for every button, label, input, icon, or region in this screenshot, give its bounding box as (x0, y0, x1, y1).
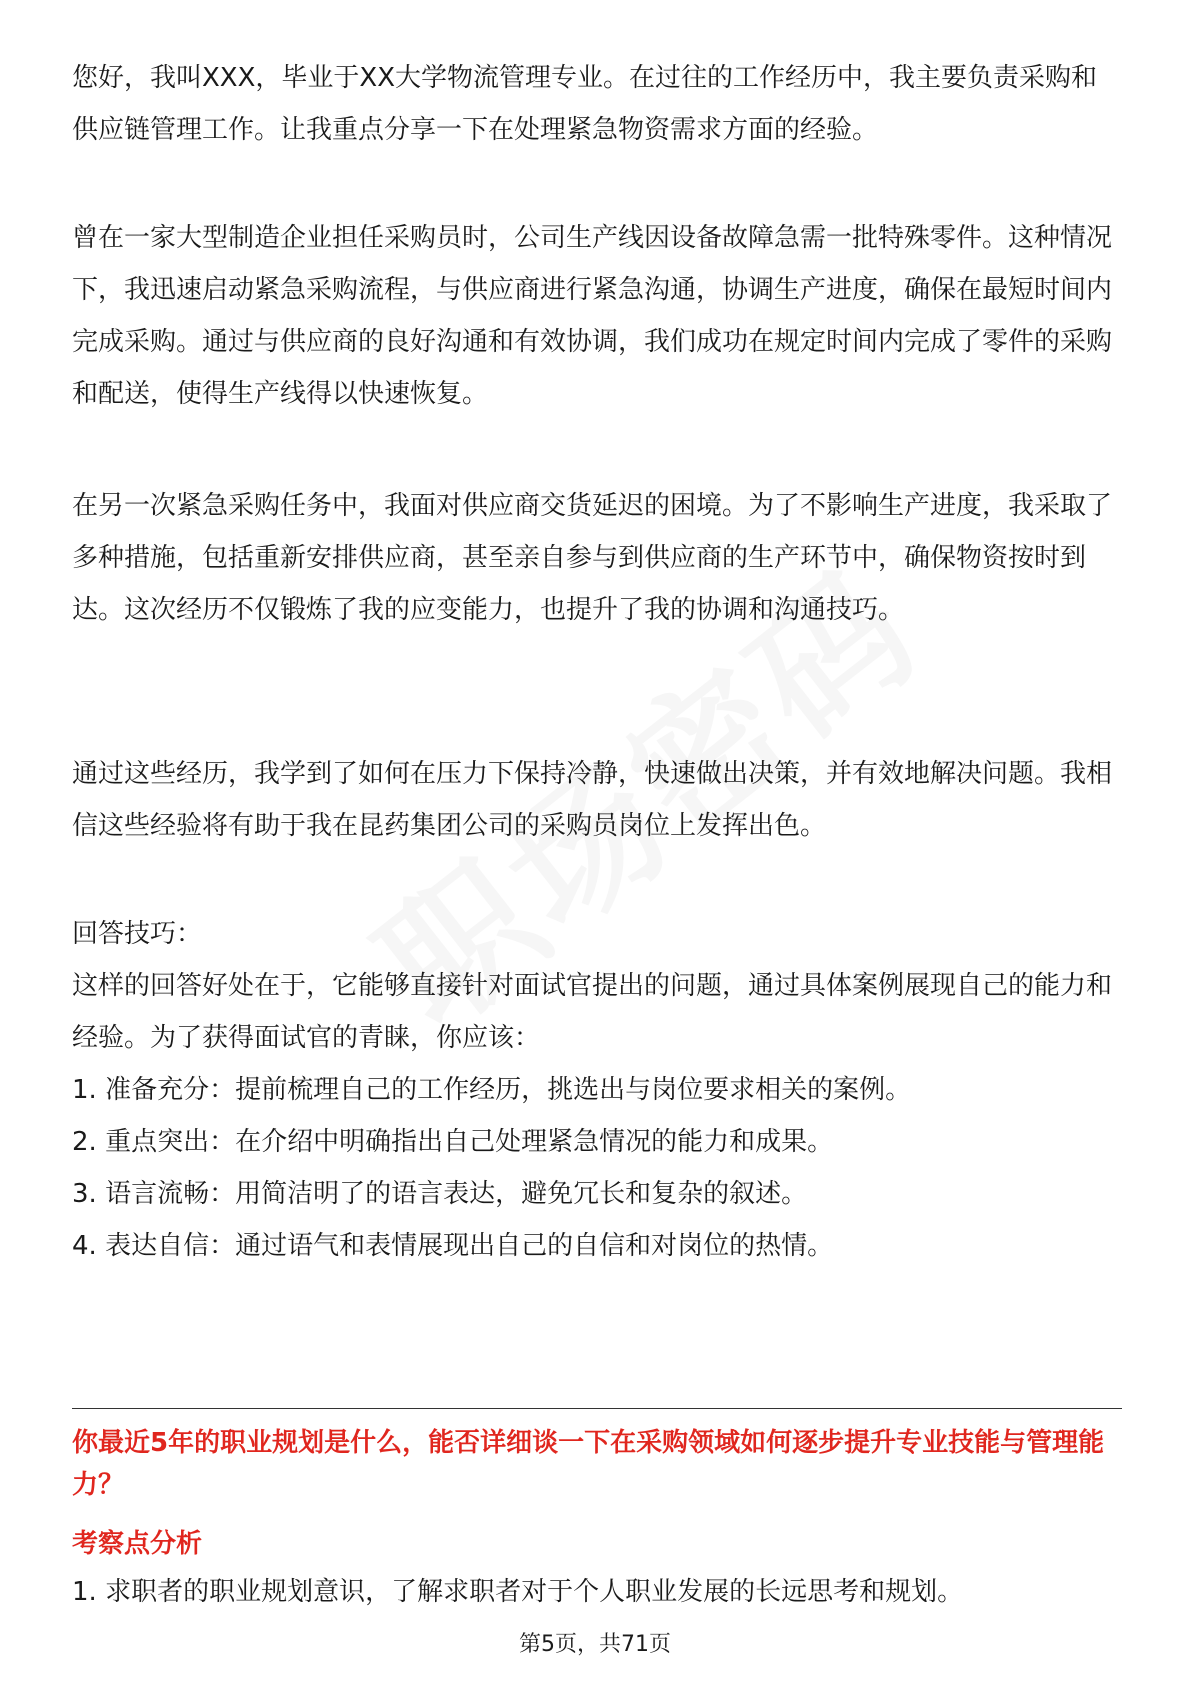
question-title: 你最近5年的职业规划是什么，能否详细谈一下在采购领域如何逐步提升专业技能与管理能力？ (72, 1428, 1105, 1500)
tip-item: 3. 语言流畅：用简洁明了的语言表达，避免冗长和复杂的叙述。 (72, 1179, 808, 1209)
tips-intro: 这样的回答好处在于，它能够直接针对面试官提出的问题，通过具体案例展现自己的能力和经验。为了获得面试官的青睐，你应该： (72, 971, 1113, 1053)
analysis-item: 1. 求职者的职业规划意识，了解求职者对于个人职业发展的长远思考和规划。 (72, 1577, 964, 1607)
tip-item: 2. 重点突出：在介绍中明确指出自己处理紧急情况的能力和成果。 (72, 1127, 834, 1157)
tip-item: 4. 表达自信：通过语气和表情展现出自己的自信和对岗位的热情。 (72, 1231, 834, 1261)
answer-paragraph-4: 通过这些经历，我学到了如何在压力下保持冷静，快速做出决策，并有效地解决问题。我相信这些经验将有助于我在昆药集团公司的采购员岗位上发挥出色。 (72, 759, 1113, 841)
tips-heading: 回答技巧： (72, 919, 203, 949)
tip-item: 1. 准备充分：提前梳理自己的工作经历，挑选出与岗位要求相关的案例。 (72, 1075, 912, 1105)
analysis-heading: 考察点分析 (72, 1529, 203, 1559)
answer-paragraph-2: 曾在一家大型制造企业担任采购员时，公司生产线因设备故障急需一批特殊零件。这种情况下，我迅速启动紧急采购流程，与供应商进行紧急沟通，协调生产进度，确保在最短时间内完成采购。通过与供应商的良好沟通和有效协调，我们成功在规定时间内完成了零件的采购和配送，使得生产线得以快速恢复。 (72, 223, 1113, 409)
page-number: 第5页，共71页 (519, 1632, 671, 1657)
document-page (72, 0, 1122, 1684)
answer-tips (72, 908, 1122, 1272)
analysis-list (72, 1566, 1122, 1618)
answer-paragraph-3: 在另一次紧急采购任务中，我面对供应商交货延迟的困境。为了不影响生产进度，我采取了多种措施，包括重新安排供应商，甚至亲自参与到供应商的生产环节中，确保物资按时到达。这次经历不仅锻炼了我的应变能力，也提升了我的协调和沟通技巧。 (72, 491, 1113, 625)
answer-paragraph-1: 您好，我叫XXX，毕业于XX大学物流管理专业。在过往的工作经历中，我主要负责采购和供应链管理工作。让我重点分享一下在处理紧急物资需求方面的经验。 (72, 63, 1098, 145)
section-divider (72, 1408, 1122, 1409)
